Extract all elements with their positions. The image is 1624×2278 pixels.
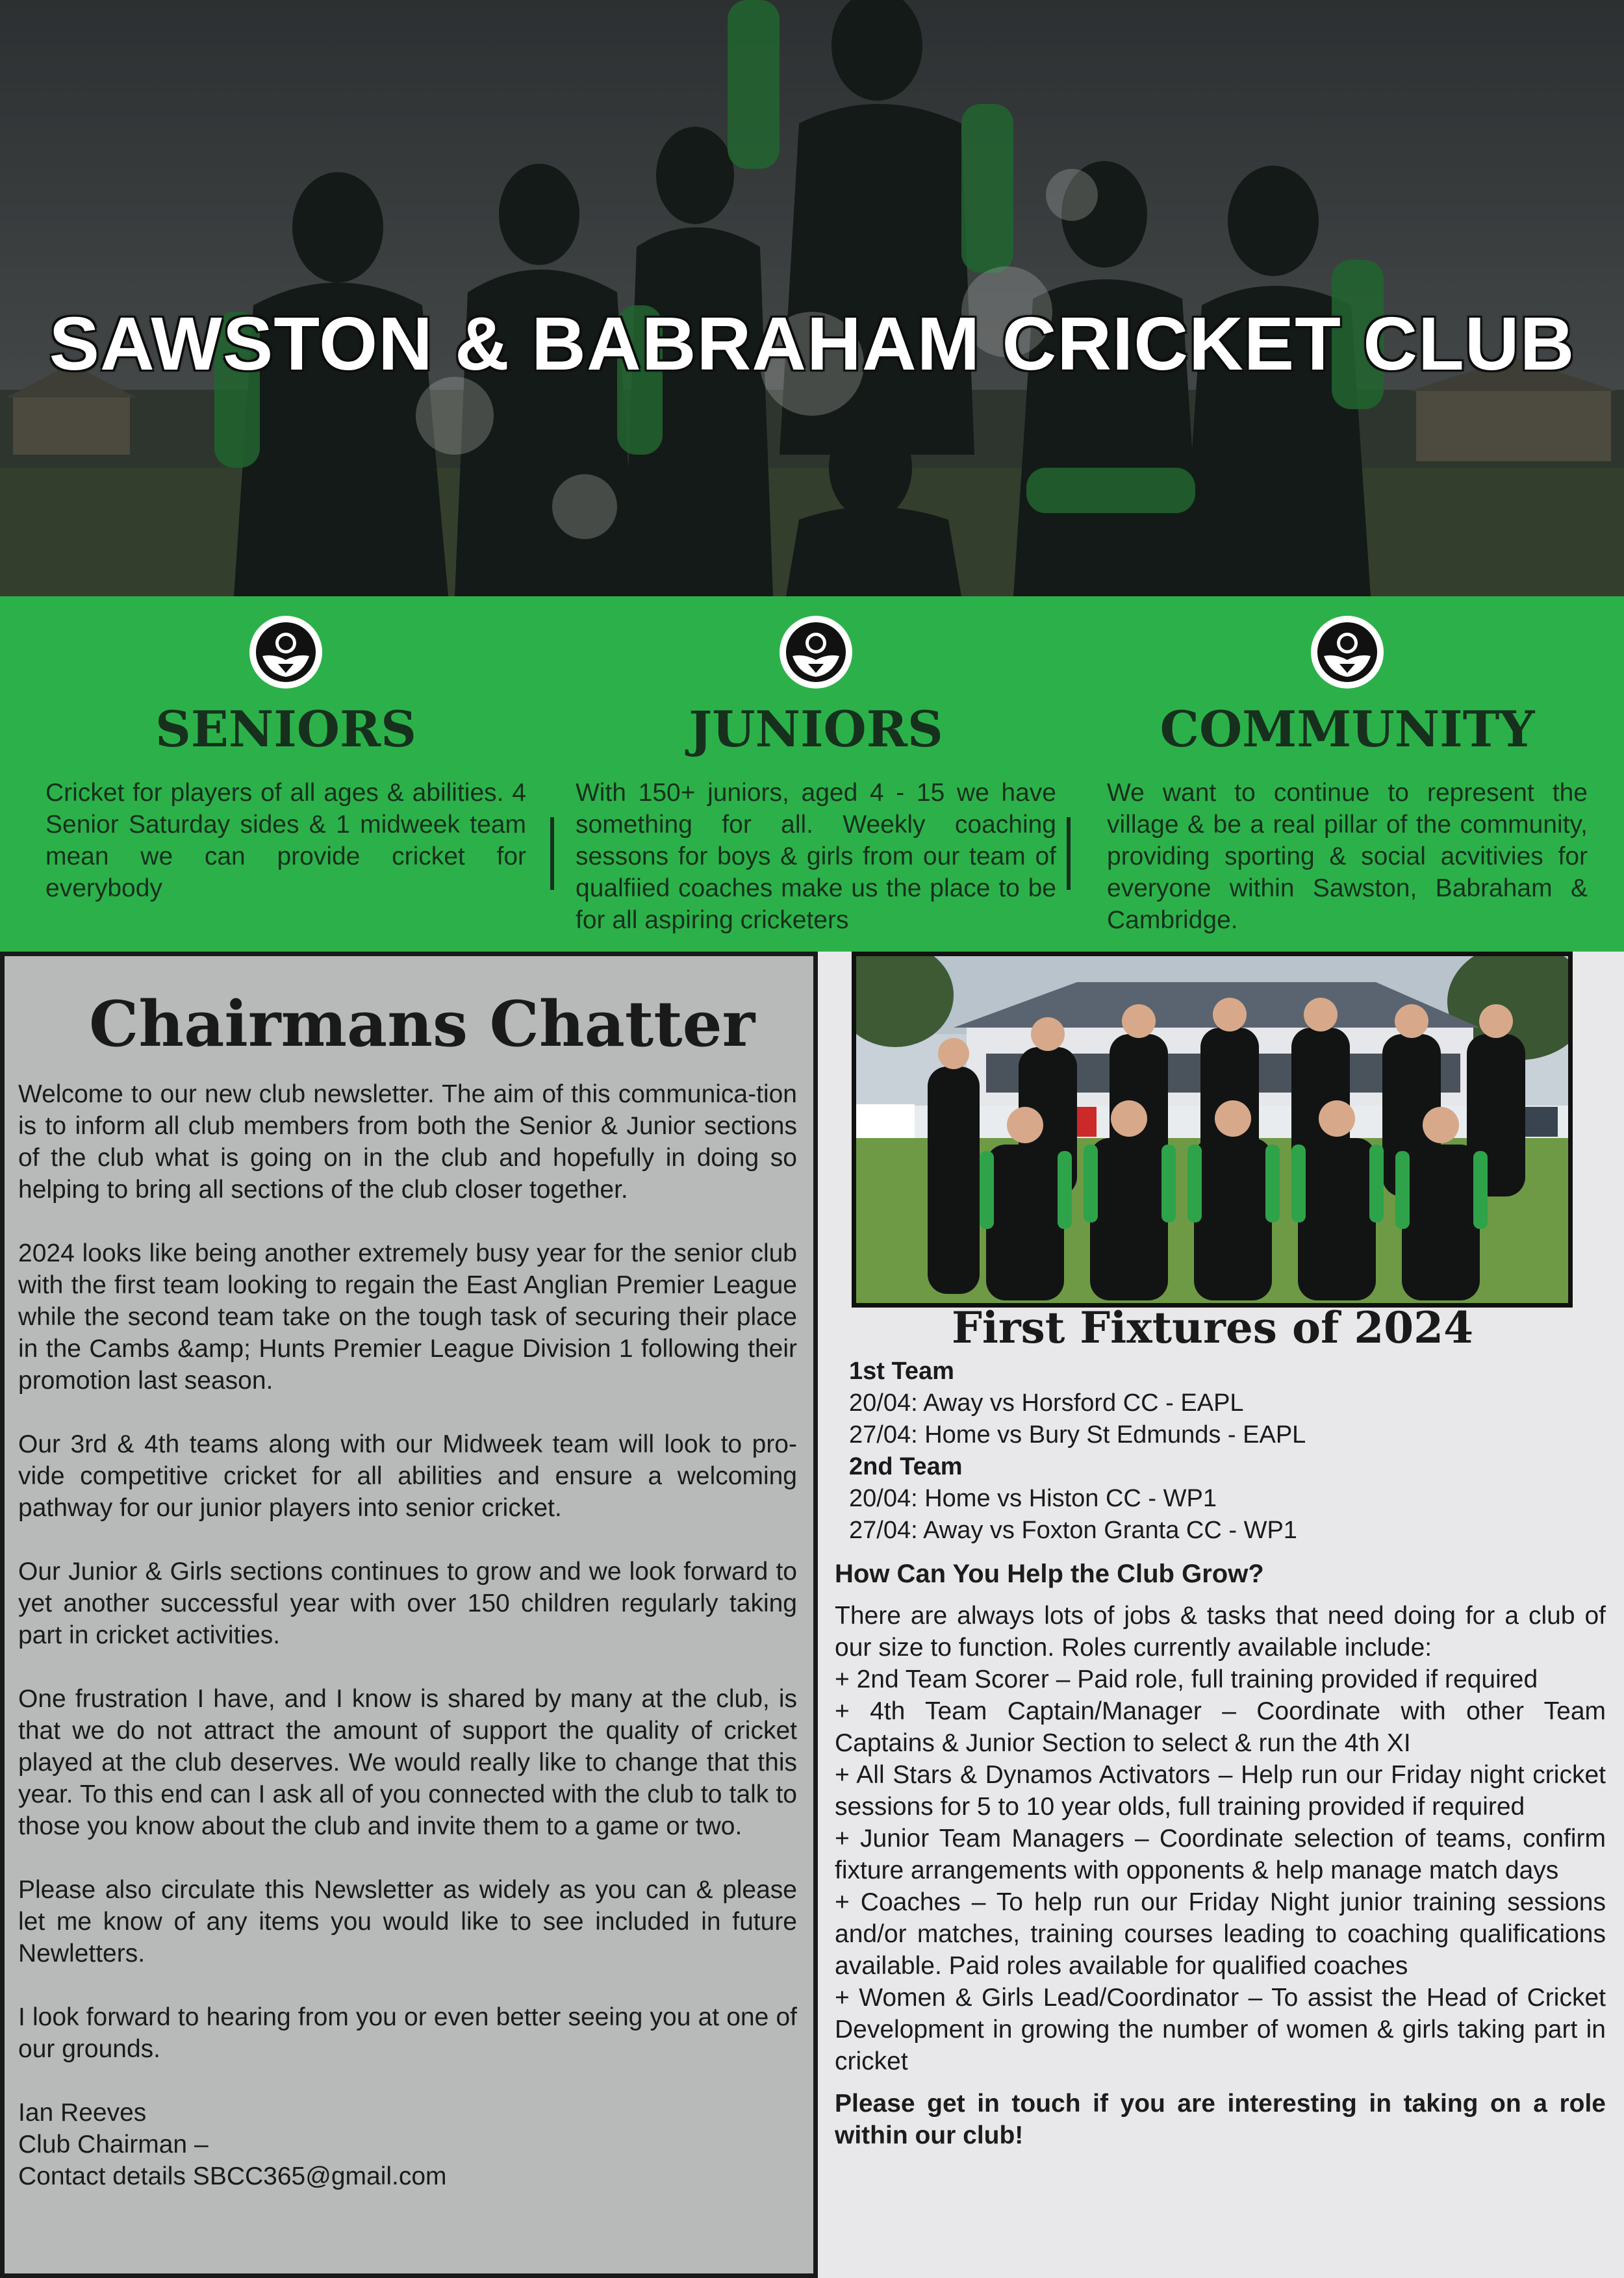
fixture-team-name: 1st Team [849, 1358, 954, 1385]
chairman-role: Club Chairman – [18, 2131, 209, 2158]
chairman-name: Ian Reeves [18, 2099, 147, 2127]
pillar-heading: JUNIORS [689, 700, 943, 758]
role-item: + All Stars & Dynamos Activators – Help run our Friday night cricket sessions for 5 to 10 year olds, full training provided if required [835, 1761, 1606, 1821]
role-item: + 2nd Team Scorer – Paid role, full training provided if required [835, 1665, 1538, 1693]
club-crest-icon [778, 614, 854, 690]
chairman-paragraph: Welcome to our new club newsletter. The aim of this communica-tion is to inform all club members from both the Senior & Junior sections of the club what is going on in the club and hopefully in doing so helping to bring all sections of the club closer together. [18, 1080, 797, 1204]
role-item: + Coaches – To help run our Friday Night junior training sessions and/or matches, training courses leading to coaching qualifications available. Paid roles available for qualified coaches [835, 1888, 1606, 1980]
role-item: + Junior Team Managers – Coordinate selection of teams, confirm fixture arrangements with opponents & help manage match days [835, 1825, 1606, 1884]
chairman-heading: Chairmans Chatter [89, 987, 755, 1061]
team-photo-image [856, 956, 1568, 1303]
pillar-seniors [45, 596, 526, 952]
fixture-team-name: 2nd Team [849, 1453, 963, 1480]
fixtures-panel [818, 952, 1624, 2278]
fixture-item: 27/04: Away vs Foxton Granta CC - WP1 [849, 1517, 1297, 1544]
help-heading: How Can You Help the Club Grow? [835, 1560, 1264, 1588]
club-title: SAWSTON & BABRAHAM CRICKET CLUB [49, 301, 1575, 386]
chairman-panel [0, 952, 818, 2278]
pillar-heading: SENIORS [155, 700, 417, 758]
chairman-paragraph: Please also circulate this Newsletter as widely as you can & please let me know of any items you would like to see included in future Newletters. [18, 1876, 797, 1968]
celebration-photo [0, 0, 1624, 596]
help-section [835, 1557, 1606, 2151]
pillar-divider [1067, 817, 1071, 890]
pillar-divider [550, 817, 554, 890]
hero-banner [0, 0, 1624, 596]
chairman-contact[interactable]: Contact details SBCC365@gmail.com [18, 2162, 447, 2190]
chairman-paragraph: Our 3rd & 4th teams along with our Midweek team will look to pro-vide competitive cricket for all abilities and ensure a welcoming pathway for our junior players into senior cricket. [18, 1430, 797, 1522]
fixtures-list [849, 1356, 1577, 1547]
fixture-item: 20/04: Away vs Horsford CC - EAPL [849, 1389, 1244, 1417]
club-crest-icon [1310, 614, 1385, 690]
chairman-paragraph: 2024 looks like being another extremely busy year for the senior club with the first team looking to regain the East Anglian Premier League while the second team take on the tough task of securing their place in the Cambs &amp; Hunts Premier League Division 1 following their promotion last season. [18, 1239, 797, 1395]
pillar-community [1107, 596, 1588, 952]
help-intro: There are always lots of jobs & tasks that need doing for a club of our size to function. Roles currently available include: [835, 1602, 1606, 1662]
roles-list [835, 1664, 1606, 2077]
pillar-text: With 150+ juniors, aged 4 - 15 we have something for all. Weekly coaching sessons for boys & girls from our team of qualfiied coaches make us the place to be for all aspiring cricketers [576, 779, 1056, 934]
pillar-text: Cricket for players of all ages & abilities. 4 Senior Saturday sides & 1 midweek team mean we can provide cricket for everybody [45, 779, 526, 902]
chairman-body [18, 1078, 797, 2192]
role-item: + Women & Girls Lead/Coordinator – To assist the Head of Cricket Development in growing the number of women & girls taking part in cricket [835, 1984, 1606, 2075]
club-crest-icon [248, 614, 324, 690]
fixture-item: 27/04: Home vs Bury St Edmunds - EAPL [849, 1421, 1306, 1449]
chairman-paragraph: One frustration I have, and I know is shared by many at the club, is that we do not attract the amount of support the quality of cricket played at the club deserves. We would really like to change that this year. To this end can I ask all of you connected with the club to talk to those you know about the club and invite them to a game or two. [18, 1685, 797, 1840]
pillar-juniors [576, 596, 1056, 952]
chairman-paragraph: I look forward to hearing from you or even better seeing you at one of our grounds. [18, 2003, 797, 2063]
help-call-to-action: Please get in touch if you are interesting in taking on a role within our club! [835, 2090, 1606, 2149]
role-item: + 4th Team Captain/Manager – Coordinate with other Team Captains & Junior Section to select & run the 4th XI [835, 1697, 1606, 1757]
chairman-paragraph: Our Junior & Girls sections continues to grow and we look forward to yet another successful year with over 150 children regularly taking part in cricket activities. [18, 1558, 797, 1649]
team-photo [852, 952, 1573, 1308]
pillar-text: We want to continue to represent the village & be a real pillar of the community, providing sporting & social acvitivies for everyone within Sawston, Babraham & Cambridge. [1107, 779, 1588, 934]
pillars-band [0, 596, 1624, 952]
pillar-heading: COMMUNITY [1160, 700, 1535, 758]
fixture-item: 20/04: Home vs Histon CC - WP1 [849, 1485, 1217, 1512]
fixtures-heading: First Fixtures of 2024 [951, 1302, 1474, 1353]
